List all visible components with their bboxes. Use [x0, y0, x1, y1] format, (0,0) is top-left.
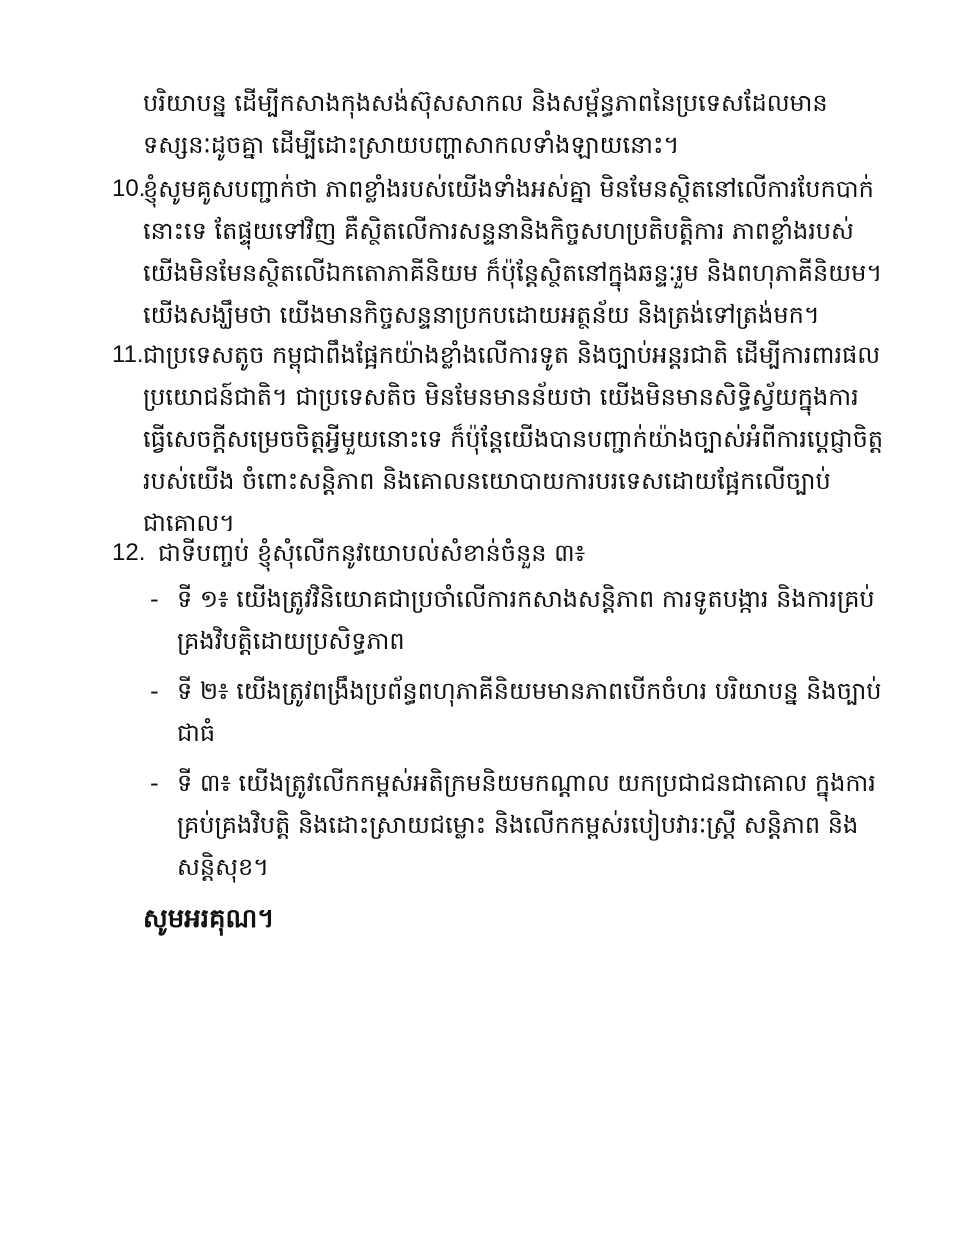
item-number: 12. — [112, 539, 146, 566]
item-number: 11. — [112, 341, 144, 368]
list-dash: - — [150, 677, 159, 705]
numbered-item-10 — [112, 168, 892, 336]
list-dash: - — [150, 585, 159, 613]
numbered-item-12 — [112, 532, 892, 574]
sub-point-text: ទី ១៖ យើងត្រូវវិនិយោគជាប្រចាំលើការកសាងសន្តិភាព ការទូតបង្ការ និងការគ្រប់គ្រងវិបត្តិដោយប្រសិទ្ធភាព — [177, 585, 875, 655]
sub-point-1 — [150, 578, 890, 662]
sub-point-text: ទី ២៖ យើងត្រូវពង្រឹងប្រព័ន្ធពហុភាគីនិយមមានភាពបើកចំហរ បរិយាបន្ន និងច្បាប់ជាធំ — [177, 677, 882, 747]
sub-point-text: ទី ៣៖ យើងត្រូវលើកកម្ពស់អតិក្រមនិយមកណ្តាល យកប្រជាជនជាគោល ក្នុងការគ្រប់គ្រងវិបត្តិ និងដោះស្រាយជម្លោះ និងលើកកម្ពស់របៀបវារៈស្ត្រី សន្តិភាព និងសន្តិសុខ។ — [177, 769, 876, 881]
sub-point-list — [150, 578, 890, 896]
continuation-paragraph: បរិយាបន្ន ដើម្បីកសាងកុងសង់ស៊ុសសាកល និងសម្ព័ន្ធភាពនៃប្រទេសដែលមានទស្សនៈដូចគ្នា ដើម្បីដោះស្រាយបញ្ហាសាកលទាំងឡាយនោះ។ — [143, 89, 828, 159]
sub-point-3 — [150, 762, 890, 888]
sub-point-2 — [150, 670, 890, 754]
numbered-item-11 — [112, 334, 892, 544]
item-text: ជាទីបញ្ចប់ ខ្ញុំសុំលើកនូវយោបល់សំខាន់ចំនួន ៣៖ — [158, 539, 586, 567]
list-dash: - — [150, 769, 159, 797]
item-text: ជាប្រទេសតូច កម្ពុជាពឹងផ្អែកយ៉ាងខ្លាំងលើការទូត និងច្បាប់អន្តរជាតិ ដើម្បីការពារផលប្រយោជន៍ជាតិ។ ជាប្រទេសតិច មិនមែនមានន័យថា យើងមិនមានសិទ្ធិស្វ័យក្នុងការធ្វើសេចក្តីសម្រេចចិត្តអ្វីមួយនោះទេ ក៏ប៉ុន្តែយើងបានបញ្ជាក់យ៉ាងច្បាស់អំពីការប្តេជ្ញាចិត្តរបស់យើង ចំពោះសន្តិភាព និងគោលនយោបាយការបរទេសដោយផ្អែកលើច្បាប់ជាគោល។ — [143, 341, 884, 537]
item-number: 10. — [112, 175, 146, 202]
item-text: ខ្ញុំសូមគូសបញ្ជាក់ថា ភាពខ្លាំងរបស់យើងទាំងអស់គ្នា មិនមែនស្ថិតនៅលើការបែកបាក់នោះទេ តែផ្ទុយទៅវិញ គឺស្ថិតលើការសន្ទនានិងកិច្ចសហប្រតិបត្តិការ ភាពខ្លាំងរបស់យើងមិនមែនស្ថិតលើឯកតោភាគីនិយម ក៏ប៉ុន្តែស្ថិតនៅក្នុងឆន្ទៈរួម និងពហុភាគីនិយម។ យើងសង្ឃឹមថា យើងមានកិច្ចសន្ទនាប្រកបដោយអត្ថន័យ និងត្រង់ទៅត្រង់មក។ — [143, 175, 883, 329]
closing-thanks: សូមអរគុណ។ — [143, 904, 275, 934]
